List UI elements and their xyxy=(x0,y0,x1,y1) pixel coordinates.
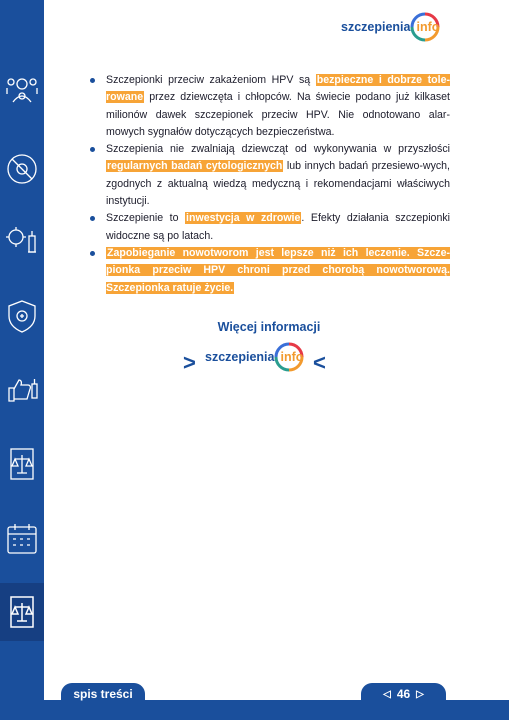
chevron-right-icon: > xyxy=(183,350,196,375)
item-text: Szczepienia nie zwalniają dziewcząt od wykonywania w przyszłości xyxy=(106,143,450,156)
list-item xyxy=(88,245,450,297)
vaccine-virus-icon[interactable] xyxy=(3,222,41,260)
highlight-text: bezpieczne i dobrze tole-rowane xyxy=(106,74,450,104)
bullet-list xyxy=(88,72,450,297)
logo-word: szczepienia xyxy=(205,350,275,364)
highlight-text: regularnych badań cytologicznych xyxy=(107,160,283,173)
list-item xyxy=(88,72,450,141)
chevron-left-icon: < xyxy=(313,350,326,375)
item-text: . Efekty działania szczepionki widoczne są po latach. xyxy=(106,212,450,242)
more-info-link[interactable] xyxy=(205,350,303,364)
logo-suffix: info xyxy=(416,20,440,34)
scales-document-icon[interactable] xyxy=(3,445,41,483)
highlight-text: inwestycja w zdrowie xyxy=(186,212,301,225)
next-page-icon[interactable]: ▷ xyxy=(416,688,424,700)
calendar-icon[interactable] xyxy=(3,520,41,558)
scales-document-icon[interactable] xyxy=(3,593,41,631)
highlight-text: Zapobieganie nowotworom jest lepsze niż ich leczenie. Szcze-pionka przeciw HPV chroni przed chorobą nowotworową. Szczepionka ratuje życie. xyxy=(106,246,450,294)
item-text: Szczepienie to xyxy=(106,212,186,225)
header-logo[interactable] xyxy=(341,20,439,34)
item-text: przez dziewczęta i chłopców. Na świecie podano już kilkaset milionów dawek szczepionek przeciw HPV. Nie odnotowano alar-mowych sygnałów dotyczących bezpieczeństwa. xyxy=(106,91,450,138)
toc-button[interactable]: spis treści xyxy=(61,683,145,705)
page-number: 46 xyxy=(396,687,411,701)
virus-people-icon[interactable] xyxy=(3,72,41,110)
logo-suffix: info xyxy=(280,350,304,364)
logo-word: szczepienia xyxy=(341,20,411,34)
item-text: lub innych badań przesiewo-wych, zgodnych z aktualną wiedzą medyczną i rekomendacjami właściwych instytucji. xyxy=(106,160,450,208)
more-info-title: Więcej informacji xyxy=(217,320,321,334)
list-item xyxy=(88,210,450,245)
prev-page-icon[interactable]: ◁ xyxy=(383,688,391,700)
item-text: Szczepionki przeciw zakażeniom HPV są xyxy=(106,74,316,86)
thumbs-up-vaccine-icon[interactable] xyxy=(3,370,41,408)
list-item xyxy=(88,141,450,210)
pager xyxy=(361,683,446,705)
no-virus-icon[interactable] xyxy=(3,150,41,188)
shield-vaccine-icon[interactable] xyxy=(3,297,41,335)
